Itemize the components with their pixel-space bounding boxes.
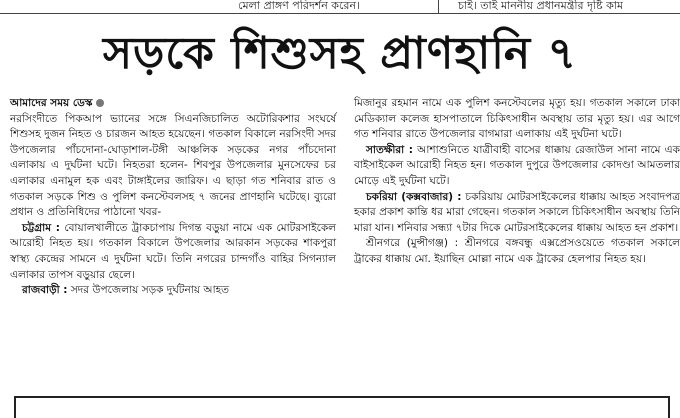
report-satkhira <box>354 143 680 190</box>
bullet-dot-icon <box>96 99 104 107</box>
byline-line <box>10 96 336 112</box>
previous-article-fragment-left: মেলা প্রাঙ্গণ পরিদর্শন করেন। <box>238 0 360 12</box>
article-column-right <box>354 96 680 268</box>
report-rajbari <box>10 283 336 299</box>
report-sreenagar <box>354 236 680 267</box>
report-continued <box>354 96 680 143</box>
report-chakaria <box>354 190 680 237</box>
column-divider <box>438 0 439 13</box>
report-chattogram <box>10 221 336 283</box>
report-text: মিজানুর রহমান নামে এক পুলিশ কনস্টেবলের মৃত্যু হয়। গতকাল সকালে ঢাকা মেডিক্যাল কলেজ হাসপাতালে চিকিৎসাধীন অবস্থায় তার মৃত্যু হয়। এর আগে গত শনিবার রাতে উপজেলার বাগমারা এলাকায় এই দুর্ঘটনা ঘটে। <box>354 97 680 141</box>
report-place: সাতক্ষীরা : <box>366 143 413 156</box>
report-place: রাজবাড়ী : <box>22 284 68 297</box>
top-rule <box>0 13 680 14</box>
report-place: চট্টগ্রাম : <box>22 221 60 234</box>
report-text: আশাশুনিতে যাত্রীবাহী বাসের ধাক্কায় রেজাউল সানা নামে এক বাইসাইকেল আরোহী নিহত হন। গতকাল দুপুরে উপজেলার কোদণ্ডা আমতলার মোড়ে এই দুর্ঘটনা ঘটে। <box>354 143 680 187</box>
intro-paragraph: নরসিংদীতে পিকআপ ভ্যানের সঙ্গে সিএনজিচালিত অটোরিকশার সংঘর্ষে শিশুসহ দুজন নিহত ও চারজন আহত হয়েছেন। গতকাল বিকালে নরসিংদী সদর উপজেলার পাঁচদোনা-ঘোড়াশাল-টঙ্গী আঞ্চলিক সড়কের নগর পাঁচদোনা এলাকায় এ দুর্ঘটনা ঘটে। নিহতরা হলেন- শিবপুর উপজেলার মুনসেফের চর এলাকার এনামুল হক এবং টাঙ্গাইলের জারিফ। এ ছাড়া গত শনিবার রাত ও গতকাল সড়কে শিশু ও পুলিশ কনস্টেবলসহ ৭ জনের প্রাণহানি ঘটেছে। ব্যুরো প্রধান ও প্রতিনিধিদের পাঠানো খবর- <box>10 112 336 219</box>
headline: সড়কে শিশুসহ প্রাণহানি ৭ <box>102 28 578 79</box>
report-text: বোয়ালখালীতে ট্রাকচাপায় দিগন্ত বড়ুয়া নামে এক মোটরসাইকেল আরোহী নিহত হয়। গতকাল বিকালে উপজেলার আরকান সড়কের শাকপুরা স্বাস্থ্য কেন্দ্রের সামনে এ দুর্ঘটনা ঘটে। তিনি নগরের চান্দগাঁও বাহির সিগন্যাল এলাকার তাপস বড়ুয়ার ছেলে। <box>10 221 336 281</box>
report-place: চকরিয়া (কক্সবাজার) : <box>366 190 462 203</box>
report-text: সদর উপজেলায় সড়ক দুর্ঘটনায় আহত <box>70 284 230 297</box>
previous-article-fragment-right: চাই। তাই মাননীয় প্রধানমন্ত্রীর দৃষ্টি কাম <box>458 0 624 12</box>
report-text: চকরিয়ায় মোটরসাইকেলের ধাক্কায় আহত সংবাদপত্র হকার প্রকাশ কান্তি ধর মারা গেছেন। গতকাল সকালে চিকিৎসাধীন অবস্থায় তিনি মারা যান। শনিবার সন্ধ্যা ৭টার দিকে মোটরসাইকেলের ধাক্কায় আহত হন প্রকাশ। <box>354 190 680 234</box>
report-text: শ্রীনগরে (মুন্সীগঞ্জ) : শ্রীনগরে বঙ্গবন্ধু এক্সপ্রেসওয়েতে গতকাল সকালে ট্রাকের ধাক্কায় মো. ইয়াছিন মোল্লা নামে এক ট্রাকের হেলপার নিহত হয়। <box>354 237 680 265</box>
article-column-left <box>10 96 336 299</box>
byline: আমাদের সময় ডেস্ক <box>10 97 93 109</box>
next-article-box <box>14 396 670 418</box>
